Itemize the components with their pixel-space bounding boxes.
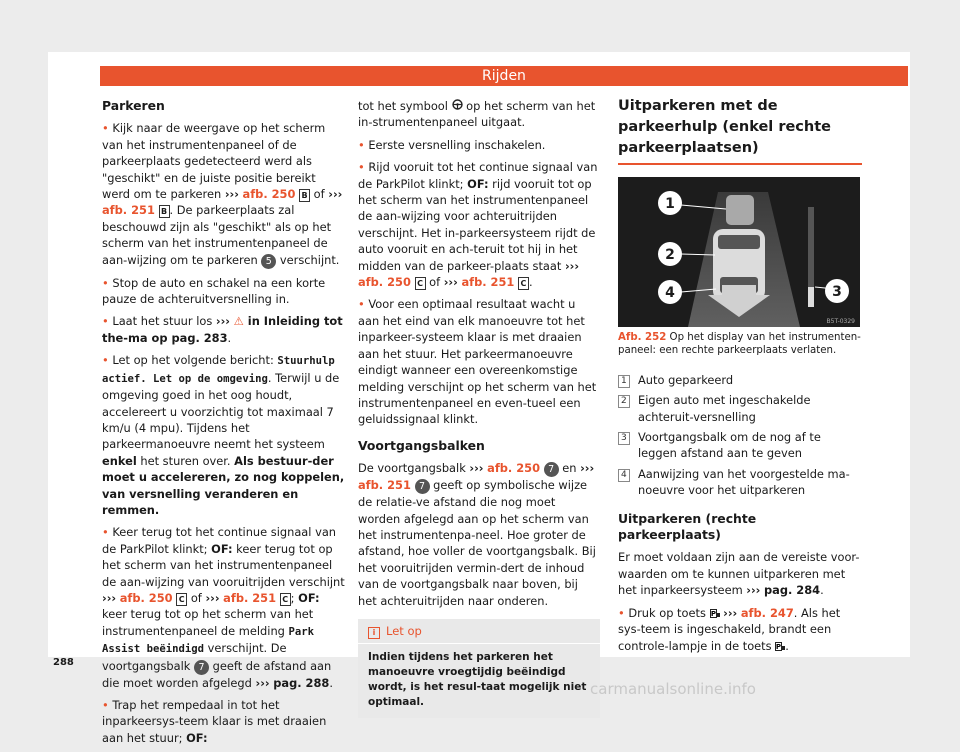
section-title: Uitparkeren met de parkeerhulp (enkel rechte parkeerplaatsen) [618, 96, 862, 165]
link-afb-251[interactable]: afb. 251 [358, 478, 411, 493]
arrow-ref: ››› [580, 461, 595, 476]
text: Druk op toets [628, 605, 710, 620]
display-illustration [618, 177, 860, 327]
display-message: Stuurhulp actief. Let op de omgeving [102, 355, 335, 385]
arrow-ref: ››› [224, 187, 239, 202]
paragraph-b3 [102, 313, 346, 346]
tip-header [358, 619, 600, 644]
legend-item [618, 392, 862, 425]
caption-number: Afb. 252 [618, 332, 667, 343]
link-afb-250[interactable]: afb. 250 [358, 275, 411, 290]
label-c-icon: C [176, 593, 187, 606]
figure-caption [618, 331, 862, 358]
text-bold: OF: [211, 541, 233, 556]
arrow-ref: ››› [102, 590, 117, 605]
bullet-icon: • [102, 275, 109, 290]
text: geeft de afstand aan die moet worden afgelegd [102, 658, 332, 690]
link-afb-250[interactable]: afb. 250 [119, 590, 173, 605]
arrow-ref: ››› [255, 675, 270, 690]
section-heading-voortgangsbalken: Voortgangsbalken [358, 437, 485, 453]
legend-num: 3 [618, 432, 630, 445]
text: . [820, 583, 824, 598]
svg-text:P: P [776, 642, 782, 651]
paragraph-b1 [618, 605, 862, 654]
page-number: 288 [53, 657, 74, 668]
text: Keer terug tot het continue signaal van de ParkPilot klinkt; [102, 525, 337, 556]
legend-item [618, 372, 862, 388]
text: . Terwijl u de omgeving goed in het oog houdt, accelereert u voorzichtig tot maximaal 7 km/u (4 mpu). Tijdens het parkeermanoeuvre neemt het systeem [102, 370, 340, 452]
text: het sturen over. [136, 453, 235, 468]
tip-title: Let op [386, 623, 422, 638]
label-c-icon: C [280, 593, 291, 606]
column-middle [358, 98, 600, 718]
arrow-ref: ››› [723, 605, 738, 620]
park-assist-icon [775, 639, 785, 651]
paragraph-b5 [102, 524, 346, 691]
info-icon: i [368, 627, 380, 639]
arrow-ref: ››› [205, 590, 220, 605]
text: . De parkeerplaats zal beschouwd zijn als "geschikt" als op het scherm van het instrumentenpaneel de aan-wijzing om te parkeren [102, 203, 332, 267]
section-heading-parkeren: Parkeren [102, 98, 165, 113]
text: Trap het rempedaal in tot het inparkeersys-teem klaar is met draaien aan het stuur; [102, 698, 327, 745]
legend-text: Auto geparkeerd [638, 372, 734, 387]
text: verschijnt. De voortgangsbalk [102, 641, 287, 673]
legend-num: 2 [618, 395, 630, 408]
text: rijd vooruit tot op het scherm van het instrumentenpaneel de aan-wijzing voor achteruitrijden verschijnt. Het in-parkeersysteem rijdt de auto vooruit en ach-teruit tot hij in het midden van de parkeer-plaats staat [358, 176, 596, 273]
link-afb-251[interactable]: afb. 251 [223, 590, 277, 605]
column-left [102, 98, 346, 752]
tip-box [358, 619, 600, 718]
text: Laat het stuur los [112, 314, 216, 329]
arrow-ref: ››› [443, 275, 458, 290]
arrow-ref: ››› [564, 258, 580, 273]
bullet-icon: • [358, 297, 365, 312]
arrow-ref: ››› [746, 583, 761, 598]
link-afb-251[interactable]: afb. 251 [461, 275, 515, 290]
legend-text: Aanwijzing van het voorgestelde ma-noeuvre voor het uitparkeren [638, 466, 850, 498]
text: keer terug tot op het scherm van het instrumentenpaneel de melding [102, 607, 314, 638]
text-bold: Als bestuur-der moet u accelereren, zo nog koppelen, van versnelling veranderen en remmen. [102, 453, 345, 517]
text: op het scherm van het in-strumentenpaneel uitgaat. [358, 99, 596, 130]
label-3: 3 [832, 284, 842, 300]
text: verschijnt. [276, 252, 340, 267]
paragraph-b1 [102, 120, 346, 268]
bullet-icon: • [102, 314, 109, 329]
link-afb-251[interactable]: afb. 251 [102, 203, 155, 218]
figure-code: B5T-0329 [826, 318, 855, 325]
link-inleiding[interactable]: in Inleiding tot the-ma op pag. 283 [102, 314, 343, 345]
svg-text:P: P [710, 609, 716, 618]
text: Stop de auto en schakel na een korte pauze de achteruitversnelling in. [102, 275, 326, 307]
label-4: 4 [665, 285, 675, 301]
number-7-icon: 7 [415, 479, 430, 494]
tip-body: Indien tijdens het parkeren het manoeuvre vroegtijdig beëindigd wordt, is het resul-taat mogelijk niet optimaal. [368, 651, 587, 709]
text: keer terug tot op het scherm van het instrumentenpaneel de aan-wijzing van vooruitrijden verschijnt [102, 541, 345, 589]
arrow-ref: ››› [215, 314, 230, 329]
parking-display-image [618, 177, 860, 327]
section-heading-uitparkeren: Uitparkeren (rechte parkeerplaats) [618, 510, 757, 543]
paragraph-p1 [358, 98, 600, 131]
number-5-icon: 5 [261, 254, 276, 269]
text: Er moet voldaan zijn aan de vereiste voor-waarden om te kunnen uitparkeren met het inparkeersysteem [618, 550, 860, 598]
text: . Als het sys-teem is ingeschakeld, brandt een controle-lampje in de toets [618, 605, 841, 653]
label-2: 2 [665, 247, 675, 263]
arrow-ref: ››› [469, 461, 484, 476]
bullet-icon: • [102, 525, 109, 540]
text: of [310, 187, 329, 202]
legend-num: 1 [618, 375, 630, 388]
arrow-ref: ››› [328, 187, 343, 202]
text: De voortgangsbalk [358, 461, 470, 476]
text: . [785, 638, 789, 653]
page-header: Rijden [100, 66, 908, 86]
text: . [528, 275, 533, 290]
bullet-icon: • [358, 137, 365, 152]
text-bold: OF: [186, 730, 208, 745]
text: tot het symbool [358, 99, 452, 113]
text: en [558, 461, 581, 476]
watermark: carmanualsonline.info [590, 680, 756, 698]
warning-icon: ⚠ [233, 314, 244, 329]
bullet-icon: • [102, 698, 109, 712]
number-7-icon: 7 [194, 660, 209, 675]
caption-text: Op het display van het instrumenten-paneel: een rechte parkeerplaats verlaten. [618, 332, 861, 357]
link-afb-250[interactable]: afb. 250 [242, 187, 296, 202]
label-1: 1 [665, 196, 675, 212]
legend-text: Eigen auto met ingeschakelde achteruit-versnelling [638, 393, 811, 424]
text-bold: enkel [102, 453, 137, 468]
paragraph-b2 [358, 159, 600, 290]
bullet-icon: • [102, 353, 109, 368]
label-c-icon: C [415, 277, 426, 290]
link-afb-247[interactable]: afb. 247 [740, 605, 794, 620]
text: Voor een optimaal resultaat wacht u aan het eind van elk manoeuvre tot het inparkeer-systeem klaar is met draaien aan het stuur. Het parkeermanoeuvre eindigt wanneer een overeenkomstige melding verschijnt op het scherm van het instrumentenpaneel en even-tueel een geluidssignaal klinkt. [358, 297, 597, 427]
label-b-icon: B [299, 189, 310, 202]
bullet-icon: • [102, 121, 109, 136]
paragraph-b1 [358, 137, 600, 153]
link-pag-284[interactable]: pag. 284 [764, 583, 821, 598]
number-7-icon: 7 [544, 462, 559, 477]
text-bold: OF: [298, 590, 320, 605]
text: ; [290, 590, 299, 605]
legend-num: 4 [618, 469, 630, 482]
paragraph-p2 [358, 460, 600, 609]
link-pag-288[interactable]: pag. 288 [273, 675, 330, 690]
link-afb-250[interactable]: afb. 250 [487, 461, 541, 476]
bullet-icon: • [358, 160, 365, 175]
label-b-icon: B [159, 205, 170, 218]
text: of [425, 275, 444, 290]
legend-item [618, 466, 862, 499]
label-c-icon: C [518, 277, 529, 290]
paragraph-b3 [358, 296, 600, 427]
paragraph-b4 [102, 352, 346, 518]
paragraph-b6 [102, 697, 346, 746]
text-bold: OF: [467, 176, 489, 191]
text: . [227, 330, 232, 345]
column-right [618, 96, 862, 660]
text: Let op het volgende bericht: [112, 353, 278, 368]
steering-wheel-icon [452, 99, 463, 113]
park-assist-icon [710, 606, 720, 618]
paragraph-b2 [102, 275, 346, 308]
text: of [187, 590, 206, 605]
paragraph-p1 [618, 549, 862, 598]
text: Rijd vooruit tot het continue signaal van de ParkPilot klinkt; [358, 160, 598, 191]
text: Eerste versnelling inschakelen. [368, 137, 546, 152]
legend-item [618, 429, 862, 462]
display-message: Park Assist beëindigd [102, 625, 315, 656]
text: geeft op symbolische wijze de relatie-ve afstand die nog moet worden afgelegd aan op het scherm van het instrumentenpa-neel. Hoe groter de afstand, hoe voller de voortgangsbalk. Bij het vooruitrijden vermin-dert de inhoud van de voortgangsbalk naar boven, bij het achteruitrijden naar onderen. [358, 478, 596, 608]
text: . [329, 675, 333, 690]
parked-car [726, 195, 754, 225]
text: Kijk naar de weergave op het scherm van het instrumentenpaneel of de parkeerplaats gedetecteerd werd als "geschikt" en de juiste positie bereikt werd om te parkeren [102, 121, 326, 202]
legend-text: Voortgangsbalk om de nog af te leggen afstand aan te geven [638, 430, 821, 461]
bullet-icon: • [618, 605, 625, 620]
